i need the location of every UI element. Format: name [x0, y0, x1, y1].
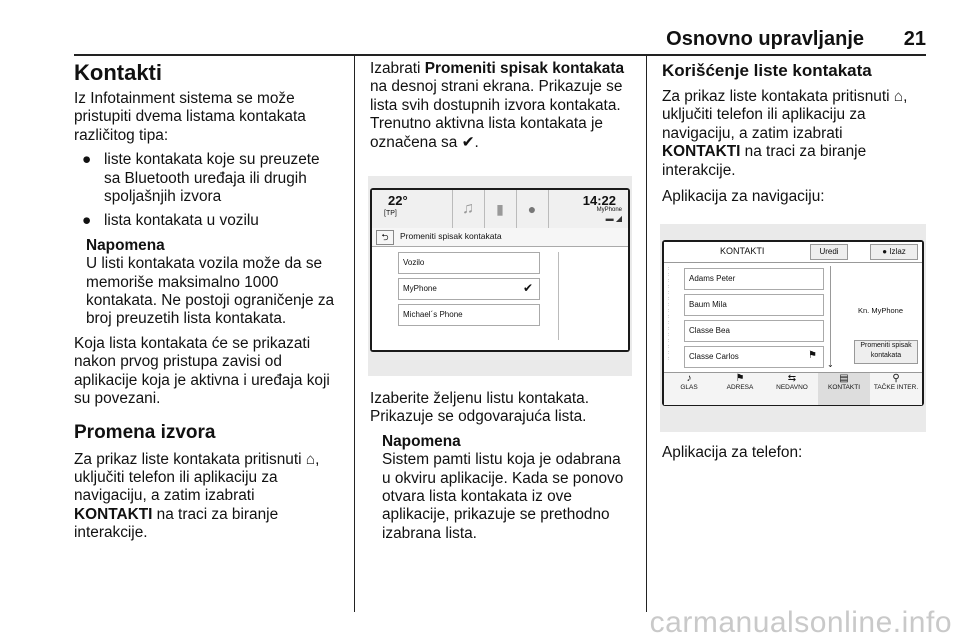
note-title: Napomena [382, 432, 461, 450]
text-line: su povezani. [74, 390, 161, 408]
screen-display [372, 190, 628, 350]
infotainment-screen-contacts [660, 224, 926, 432]
text-line: na traci za biranje [152, 505, 279, 523]
source-label: Vozilo [403, 258, 425, 267]
text-line: u okviru aplikacije. Kada se ponovo [382, 469, 624, 487]
section-heading: Korišćenje liste kontakata [662, 61, 872, 80]
header-rule [74, 54, 926, 56]
column-3-lower [662, 444, 944, 462]
contact-name: Classe Carlos [689, 352, 739, 361]
keyword: KONTAKTI [74, 505, 153, 523]
tab-label: NEDAVNO [776, 384, 808, 391]
column-divider [354, 56, 355, 612]
contact-row[interactable] [684, 268, 824, 290]
infotainment-screen-sources [368, 176, 632, 376]
menu-header [372, 228, 628, 247]
tab-label: ADRESA [726, 384, 754, 391]
text-line: Za prikaz liste kontakata pritisnuti [74, 450, 302, 468]
flag-icon: ⚑ [808, 350, 817, 361]
screen-display [664, 242, 922, 404]
text-line: Izaberite željenu listu kontakata. [370, 390, 590, 407]
temperature: 22° [388, 193, 408, 208]
clock: 14:22 [582, 193, 616, 208]
note-box [74, 237, 346, 329]
text-line: spoljašnjih izvora [104, 188, 222, 206]
scrollbar[interactable] [558, 252, 559, 340]
subsection-heading: Promena izvora [74, 421, 216, 443]
change-list-button[interactable] [854, 340, 918, 364]
text-punct: . [474, 133, 479, 151]
menu-title: Promeniti spisak kontakata [400, 231, 502, 241]
source-label: Michael´s Phone [403, 310, 463, 319]
checkmark-icon: ✔ [461, 133, 475, 151]
keyword: Promeniti spisak kontakata [424, 60, 625, 77]
tab-contacts[interactable] [818, 373, 870, 405]
button-label: kontakata [870, 352, 902, 359]
recent-icon: ⇆ [787, 373, 797, 384]
text-line: Koja lista kontakata će se prikazati [74, 334, 311, 352]
text-line: Sistem pamti listu koja je odabrana [382, 451, 621, 469]
text-line: Prikazuje se odgovarajuća lista. [370, 408, 587, 426]
screen-bezel [662, 240, 924, 406]
column-3 [662, 60, 944, 206]
status-divider [548, 190, 549, 228]
flag-icon: ⚑ [735, 373, 745, 384]
source-item-myphone[interactable] [398, 278, 540, 300]
home-icon: ⌂ [893, 88, 904, 105]
note-box [370, 433, 640, 543]
text-line: Izabrati [370, 60, 425, 77]
contact-row[interactable] [684, 346, 824, 368]
text-line: interakcije. [74, 524, 148, 542]
scrollbar[interactable] [830, 266, 831, 366]
contacts-icon: ▤ [839, 373, 849, 384]
contact-name: Classe Bea [689, 326, 730, 335]
contact-row[interactable] [684, 320, 824, 342]
tab-label: KONTAKTI [827, 384, 861, 391]
text-line: navigaciju, a zatim izabrati [662, 124, 843, 142]
contacts-title: KONTAKTI [720, 246, 765, 256]
tp-indicator: [TP] [384, 210, 397, 217]
text-line: Trenutno aktivna lista kontakata je [370, 115, 603, 133]
text-line: aplikacije koja je aktivna i uređaja koji [74, 371, 330, 389]
exit-icon: ● [882, 247, 888, 256]
exit-button[interactable] [870, 244, 918, 260]
text-line: na traci za biranje [740, 143, 867, 161]
contact-row[interactable] [684, 294, 824, 316]
text-line: na desnoj strani ekrana. Prikazuje se [370, 78, 623, 96]
text-line: Iz Infotainment sistema se može [74, 90, 295, 107]
music-icon[interactable]: ♫ [452, 190, 483, 228]
back-icon[interactable]: ⮌ [376, 230, 394, 245]
contacts-header [664, 242, 922, 263]
text-line: označena sa [370, 133, 462, 151]
text-line: memoriše maksimalno 1000 [86, 273, 279, 291]
tab-address[interactable] [714, 373, 766, 405]
text-line: kontakata. Ne postoji ograničenje za [86, 292, 335, 310]
source-item-michaels-phone[interactable] [398, 304, 540, 326]
settings-icon[interactable]: ● [516, 190, 547, 228]
battery-signal-icon: ▬ ◢ [605, 214, 622, 223]
tab-voice[interactable] [664, 373, 714, 405]
page-header [74, 28, 926, 52]
text-line: aplikacije, prikazuje se prethodno [382, 506, 610, 524]
edit-button[interactable]: Uredi [810, 244, 848, 260]
tab-label: GLAS [680, 384, 698, 391]
kn-myphone: Kn. MyPhone [858, 306, 904, 315]
text-line: uključiti telefon ili aplikaciju za [74, 468, 278, 486]
exit-label: Izlaz [889, 247, 906, 256]
column-2 [370, 60, 640, 152]
poi-icon: ⚲ [892, 373, 900, 384]
section-heading: Kontakti [74, 60, 162, 85]
chapter-title: Osnovno upravljanje [666, 28, 864, 50]
column-2-lower [370, 390, 640, 543]
text-line: navigaciju, a zatim izabrati [74, 487, 255, 505]
tab-poi[interactable] [870, 373, 922, 405]
text-line: lista svih dostupnih izvora kontakata. [370, 96, 621, 114]
text-line: Za prikaz liste kontakata pritisnuti [662, 88, 890, 105]
column-divider [646, 56, 647, 612]
text-line: liste kontakata koje su preuzete [104, 151, 320, 169]
text-line: U listi kontakata vozila može da se [86, 255, 323, 273]
column-1 [74, 60, 346, 543]
tab-label: TAČKE INTER. [873, 384, 919, 391]
phone-app-label: Aplikacija za telefon: [662, 444, 803, 461]
page-number: 21 [903, 28, 926, 50]
status-bar [372, 190, 628, 229]
text-line: lista kontakata u vozilu [104, 212, 259, 230]
text-line: nakon prvog pristupa zavisi od [74, 353, 282, 371]
watermark-url: carmanualsonline.info [649, 606, 952, 639]
screen-bezel [370, 188, 630, 352]
source-item-vehicle[interactable] [398, 252, 540, 274]
interaction-bar [664, 372, 922, 405]
contact-name: Adams Peter [689, 274, 736, 283]
text-line: izabrana lista. [382, 524, 477, 542]
checkmark-icon: ✔ [522, 281, 533, 295]
alphabet-index[interactable]: : : : : : : : : : : : : : : : : [668, 266, 670, 362]
note-title: Napomena [86, 236, 165, 254]
source-label: MyPhone [403, 284, 437, 293]
list-item: ● lista kontakata u vozilu [82, 212, 259, 230]
list-item: ● liste kontakata koje su preuzete sa Bluetooth uređaja ili drugih spoljašnjih izvora [82, 151, 320, 206]
text-line: uključiti telefon ili aplikaciju za [662, 106, 866, 124]
phone-icon[interactable]: ▮ [484, 190, 515, 228]
scroll-down-icon[interactable]: ⌄ [827, 360, 834, 369]
button-label: Promeniti spisak [860, 342, 912, 349]
nav-app-label: Aplikacija za navigaciju: [662, 188, 825, 206]
text-punct: , [903, 88, 908, 105]
text-line: pristupiti dvema listama kontakata [74, 108, 306, 126]
text-line: otvara lista kontakata iz ove [382, 488, 572, 506]
text-line: različitog tipa: [74, 126, 169, 144]
text-line: broj preuzetih lista kontakata. [86, 310, 287, 328]
text-line: sa Bluetooth uređaja ili drugih [104, 169, 307, 187]
text-punct: , [315, 450, 320, 468]
tab-recent[interactable] [766, 373, 818, 405]
voice-icon: ♪ [686, 373, 692, 384]
home-icon: ⌂ [305, 450, 316, 468]
connected-phone: MyPhone [596, 207, 622, 213]
contact-name: Baum Mila [689, 300, 727, 309]
keyword: KONTAKTI [662, 143, 741, 161]
text-line: interakcije. [662, 161, 736, 179]
